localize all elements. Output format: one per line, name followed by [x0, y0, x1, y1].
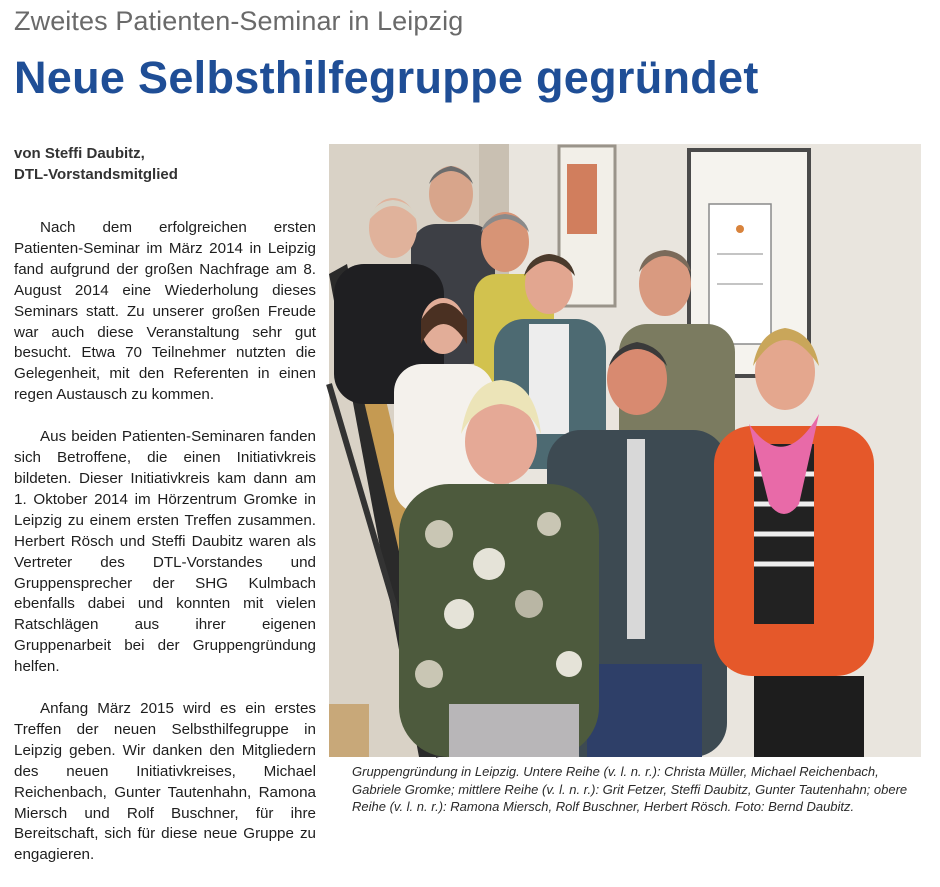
group-photo-illustration: [329, 144, 921, 757]
article-kicker: Zweites Patienten-Seminar in Leipzig: [14, 6, 464, 36]
group-photo: [329, 144, 921, 757]
byline-author: von Steffi Daubitz,: [14, 145, 145, 162]
article-body: [14, 218, 316, 887]
article-paragraph-1: Nach dem erfolgreichen ersten Patienten-Seminar im März 2014 in Leipzig fand aufgrund der großen Nachfrage am 8. August 2014 eine Wiederholung dieses Seminars statt. Zu unserer großen Freude war auch diese Veranstaltung sehr gut besucht. Etwa 70 Teilnehmer nutzten die Gelegenheit, mit den Referenten in einen regen Austausch zu kommen.: [14, 219, 316, 404]
byline-role: DTL-Vorstandsmitglied: [14, 166, 178, 183]
article-headline: Neue Selbsthilfegruppe gegründet: [14, 52, 759, 103]
article-paragraph-3: Anfang März 2015 wird es ein erstes Treffen der neuen Selbsthilfegruppe in Leipzig geben. Wir danken den Mitgliedern des neuen Initiativkreises, Michael Reichenbach, Gunter Tautenhahn, Ramona Miersch und Rolf Buschner, für ihre Bereitschaft, sich für diese neue Gruppe zu engagieren.: [14, 700, 316, 864]
photo-caption: Gruppengründung in Leipzig. Untere Reihe (v. l. n. r.): Christa Müller, Michael Reichenbach, Gabriele Gromke; mittlere Reihe (v. l. n. r.): Grit Fetzer, Steffi Daubitz, Gunter Tautenhahn; obere Reihe (v. l. n. r.): Ramona Miersch, Rolf Buschner, Herbert Rösch. Foto: Bernd Daubitz.: [352, 764, 908, 814]
article-paragraph-2: Aus beiden Patienten-Seminaren fanden sich Betroffene, die einen Initiativkreis bildeten. Dieser Initiativkreis kam dann am 1. Oktober 2014 im Hörzentrum Gromke in Leipzig zu einem ersten Treffen zusammen. Herbert Rösch und Steffi Daubitz waren als Vertreter des DTL-Vorstandes und Gruppensprecher der SHG Kulmbach ebenfalls dabei und konnten mit vielen Ratschlägen aus ihrer eigenen Gruppenarbeit bei der Gruppengründung helfen.: [14, 428, 316, 676]
byline: [14, 143, 314, 185]
